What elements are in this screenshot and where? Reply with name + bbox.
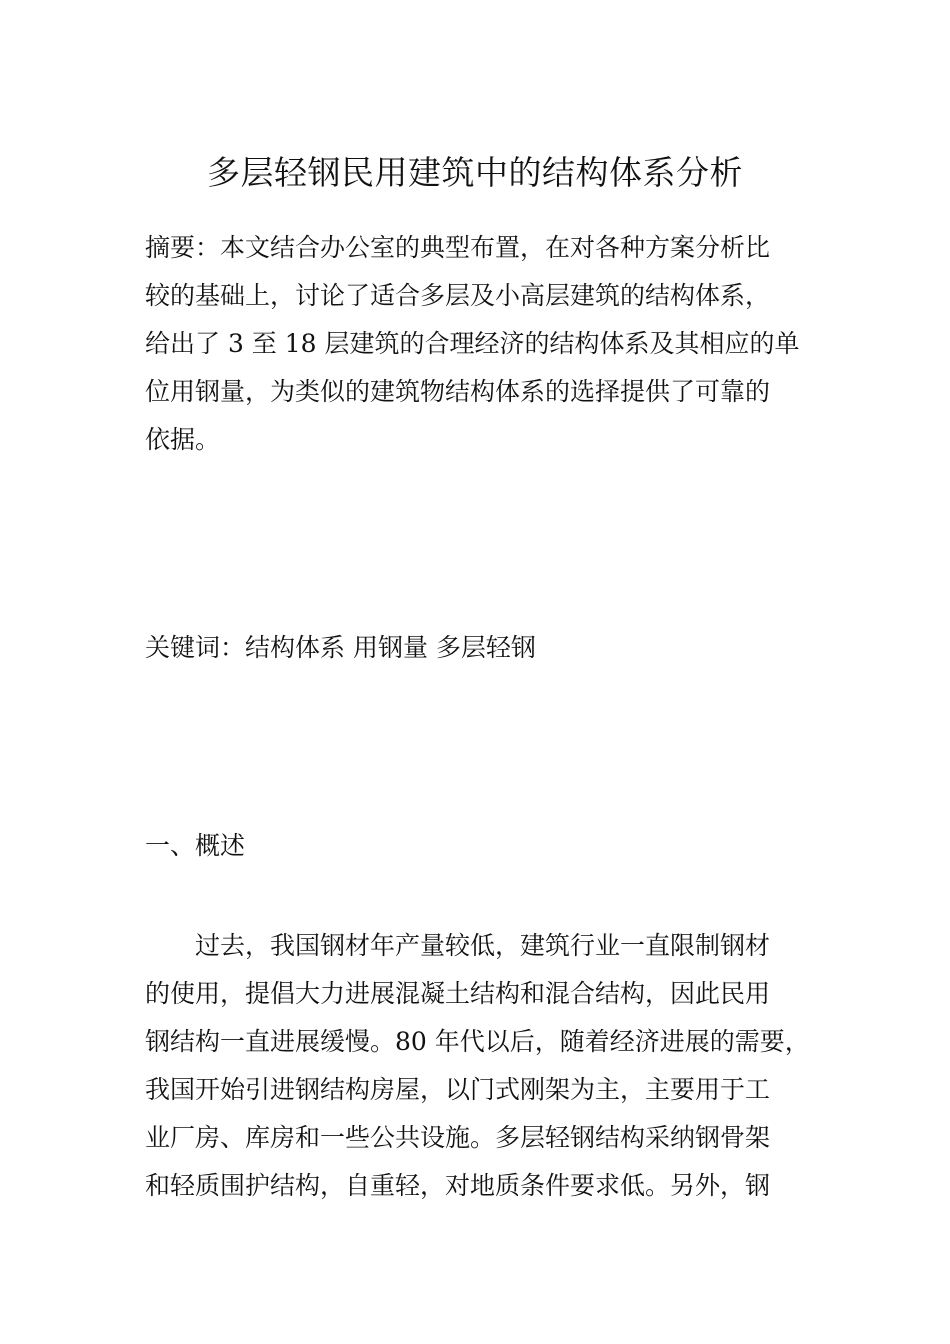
body-line: 我国开始引进钢结构房屋，以门式刚架为主，主要用于工: [145, 1075, 771, 1104]
section-heading: [145, 822, 817, 870]
section-heading-text: 一、概述: [145, 831, 246, 860]
abstract-line: 位用钢量，为类似的建筑物结构体系的选择提供了可靠的: [145, 377, 771, 406]
abstract-line: 摘要：本文结合办公室的典型布置，在对各种方案分析比: [145, 233, 771, 262]
body-line: 和轻质围护结构，自重轻，对地质条件要求低。另外，钢: [145, 1171, 771, 1200]
abstract-line: 较的基础上，讨论了适合多层及小高层建筑的结构体系，: [145, 281, 771, 310]
keywords-text: 关键词：结构体系 用钢量 多层轻钢: [145, 633, 536, 662]
document-title: 多层轻钢民用建筑中的结构体系分析: [207, 153, 743, 193]
body-line: 业厂房、库房和一些公共设施。多层轻钢结构采纳钢骨架: [145, 1123, 771, 1152]
abstract-line: 依据。: [145, 425, 221, 454]
abstract-line: 给出了 3 至 18 层建筑的合理经济的结构体系及其相应的单: [145, 329, 800, 358]
body-paragraph: [145, 922, 817, 1210]
body-line: 过去，我国钢材年产量较低，建筑行业一直限制钢材: [145, 931, 771, 960]
body-line: 的使用，提倡大力进展混凝土结构和混合结构，因此民用: [145, 979, 771, 1008]
keywords-line: [145, 624, 817, 672]
body-line: 钢结构一直进展缓慢。80 年代以后，随着经济进展的需要，: [145, 1027, 810, 1056]
abstract-paragraph: [145, 224, 817, 464]
